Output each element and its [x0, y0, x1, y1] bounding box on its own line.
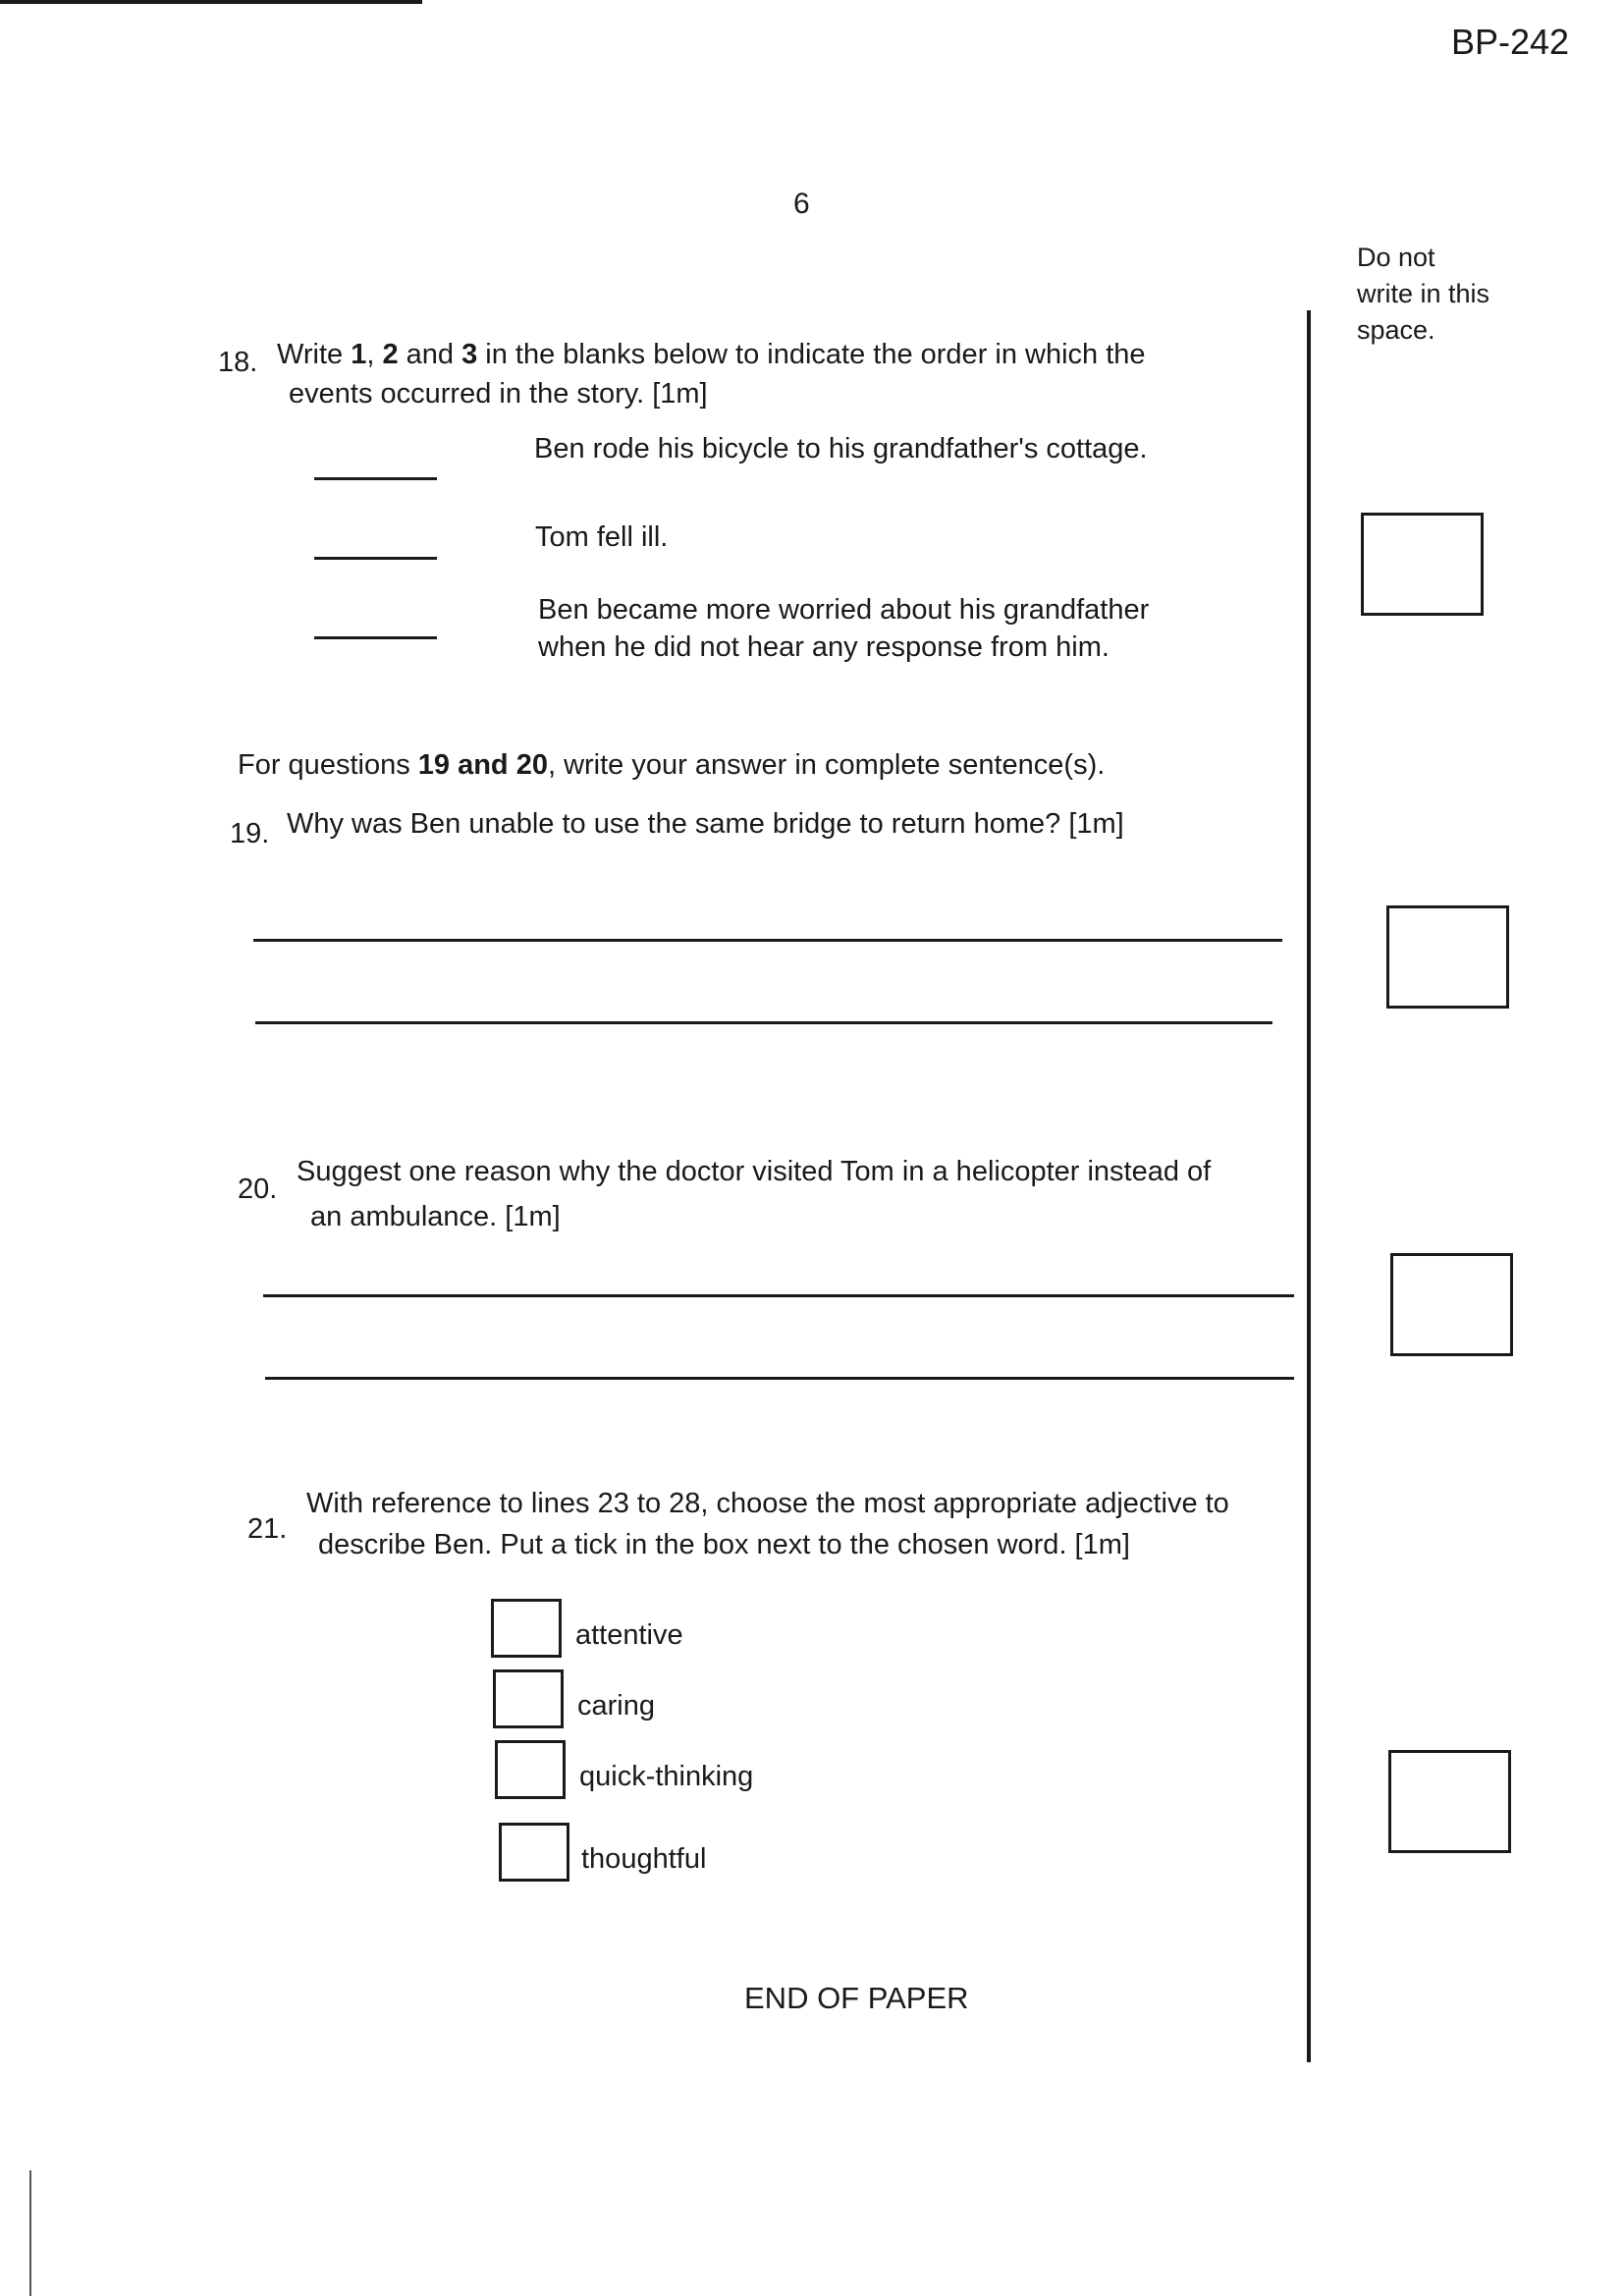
q21-option-box-thoughtful[interactable] [499, 1823, 569, 1882]
margin-note-line3: space. [1357, 315, 1435, 345]
q21-number: 21. [247, 1513, 288, 1545]
q18-blank-1[interactable] [314, 477, 437, 480]
q18-event-1: Ben rode his bicycle to his grandfather's cottage. [534, 433, 1148, 465]
q18-blank-3[interactable] [314, 636, 437, 639]
q18-bold-1: 1 [351, 339, 367, 370]
q18-bold-2: 2 [382, 339, 399, 370]
q18-number: 18. [218, 347, 258, 378]
instruction-part: , write your answer in complete sentence(s). [547, 749, 1106, 781]
q21-option-label-quick-thinking: quick-thinking [579, 1761, 754, 1792]
q20-answer-line-1[interactable] [263, 1294, 1294, 1297]
instruction-part: For questions [238, 749, 418, 781]
q19-answer-line-2[interactable] [255, 1021, 1272, 1024]
q21-prompt-line2: describe Ben. Put a tick in the box next to the chosen word. [1m] [318, 1529, 1130, 1560]
paper-code: BP-242 [1451, 22, 1570, 62]
q19-number: 19. [230, 818, 270, 849]
page-number: 6 [793, 188, 810, 220]
q21-option-box-caring[interactable] [493, 1669, 564, 1728]
margin-note-line2: write in this [1357, 279, 1490, 308]
q21-prompt-line1: With reference to lines 23 to 28, choose the most appropriate adjective to [306, 1488, 1229, 1519]
scan-edge-mark [29, 2170, 31, 2296]
q21-option-label-attentive: attentive [575, 1619, 683, 1651]
q18-text: Write [277, 339, 352, 370]
q18-bold-3: 3 [461, 339, 478, 370]
instruction-text [238, 748, 1105, 782]
q18-event-3-line1: Ben became more worried about his grandfather [538, 594, 1150, 626]
q20-prompt-line1: Suggest one reason why the doctor visited Tom in a helicopter instead of [297, 1156, 1212, 1187]
q21-mark-box[interactable] [1388, 1750, 1511, 1853]
scan-edge-bar [0, 0, 422, 4]
q18-mark-box[interactable] [1361, 513, 1484, 616]
q21-option-label-thoughtful: thoughtful [581, 1843, 707, 1875]
q20-prompt-line2: an ambulance. [1m] [310, 1201, 561, 1232]
q21-option-box-quick-thinking[interactable] [495, 1740, 566, 1799]
margin-note-line1: Do not [1357, 243, 1435, 272]
q18-blank-2[interactable] [314, 557, 437, 560]
q21-option-box-attentive[interactable] [491, 1599, 562, 1658]
q18-sep: and [398, 339, 462, 370]
q19-prompt: Why was Ben unable to use the same bridge to return home? [1m] [287, 808, 1124, 840]
q18-prompt-line1 [277, 338, 1146, 371]
q21-option-label-caring: caring [577, 1690, 655, 1722]
instruction-bold: 19 and 20 [417, 749, 548, 781]
q20-answer-line-2[interactable] [265, 1377, 1294, 1380]
margin-divider [1307, 310, 1311, 2062]
margin-note [1357, 240, 1489, 349]
q20-mark-box[interactable] [1390, 1253, 1513, 1356]
q18-prompt-line2: events occurred in the story. [1m] [289, 378, 708, 410]
q18-event-2: Tom fell ill. [535, 521, 669, 553]
q18-sep: , [366, 339, 383, 370]
end-of-paper: END OF PAPER [744, 1981, 969, 2015]
q20-number: 20. [238, 1174, 278, 1205]
q19-answer-line-1[interactable] [253, 939, 1282, 942]
q19-mark-box[interactable] [1386, 905, 1509, 1009]
q18-event-3-line2: when he did not hear any response from him. [538, 631, 1110, 663]
q18-text: in the blanks below to indicate the order in which the [477, 339, 1146, 370]
